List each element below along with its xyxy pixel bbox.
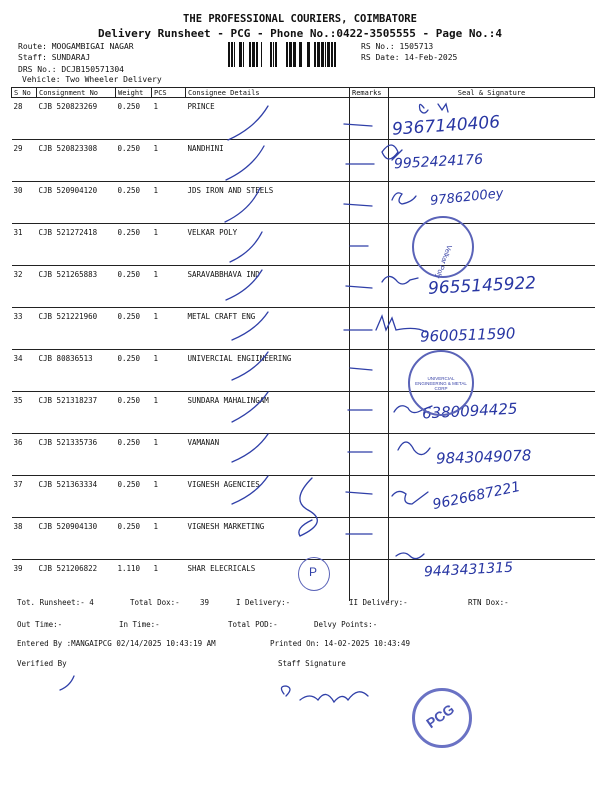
row-sno: 37 [12, 476, 37, 518]
scribble-38 [299, 478, 317, 536]
col-weight: Weight [116, 88, 152, 98]
row-pcs: 1 [152, 98, 186, 140]
hw-phone-32: 9655145922 [427, 273, 537, 299]
col-seal: Seal & Signature [389, 88, 595, 98]
row-sno: 36 [12, 434, 37, 476]
company-title: THE PROFESSIONAL COURIERS, COIMBATORE [183, 13, 417, 25]
row-pcs: 1 [152, 350, 186, 392]
row-sno: 31 [12, 224, 37, 266]
row-weight: 0.250 [116, 182, 152, 224]
rs-date: RS Date: 14-Feb-2025 [361, 53, 458, 62]
vehicle-label: Vehicle: Two Wheeler Delivery [22, 75, 162, 84]
total-pod: Total POD:- [228, 620, 278, 629]
univercial-stamp-text: UNIVERCIAL ENGINEERING & METAL CORP [415, 376, 467, 391]
hw-phone-30: 9786200ey [429, 186, 505, 209]
pcg-stamp-text: PCG [423, 700, 458, 732]
row-consignment: CJB 521265883 [37, 266, 116, 308]
row-weight: 0.250 [116, 350, 152, 392]
row-sno: 32 [12, 266, 37, 308]
tick-mark-36 [232, 434, 268, 462]
row-sno: 33 [12, 308, 37, 350]
velkar-stamp-text: Velkar Poly [433, 243, 453, 280]
row-consignee: VIGNESH AGENCIES [186, 476, 350, 518]
row-pcs: 1 [152, 182, 186, 224]
row-consignee: SUNDARA MAHALINGAM [186, 392, 350, 434]
signature-32 [382, 276, 418, 284]
printed-on: Printed On: 14-02-2025 10:43:49 [270, 639, 410, 648]
tick-mark-33 [232, 312, 268, 340]
row-consignment: CJB 521272418 [37, 224, 116, 266]
row-sno: 35 [12, 392, 37, 434]
row-weight: 0.250 [116, 434, 152, 476]
row-consignee: VAMANAN [186, 434, 350, 476]
signature-39 [396, 553, 424, 559]
runsheet-title: Delivery Runsheet - PCG - Phone No.:0422-3505555 - Page No.:4 [98, 27, 502, 40]
row-consignment: CJB 80836513 [37, 350, 116, 392]
row-weight: 1.110 [117, 564, 141, 573]
hw-phone-29: 9952424176 [393, 151, 484, 173]
row-consignment: CJB 521363334 [37, 476, 116, 518]
row-sno: 28 [12, 98, 37, 140]
row-consignee: SARAVABBHAVA IND [186, 266, 350, 308]
verified-by: Verified By [17, 659, 67, 668]
hw-phone-36: 9843049078 [435, 446, 532, 468]
col-sno: S No [12, 88, 37, 98]
row-sno: 30 [12, 182, 37, 224]
delvy-points: Delvy Points:- [314, 620, 378, 629]
rtn-dox: RTN Dox:- [468, 598, 509, 607]
row-sno: 39 [13, 564, 23, 573]
entered-by: Entered By :MANGAIPCG 02/14/2025 10:43:19 AM [17, 639, 216, 648]
rs-number: RS No.: 1505713 [361, 42, 434, 51]
col-remarks: Remarks [350, 88, 389, 98]
row-pcs: 1 [152, 224, 186, 266]
row-consignee: UNIVERCIAL ENGIINEERING [186, 350, 350, 392]
row-weight: 0.250 [116, 98, 152, 140]
row-weight: 0.250 [116, 392, 152, 434]
tick-mark-29 [226, 146, 264, 180]
row-consignment: CJB 521335736 [37, 434, 116, 476]
staff-signature [281, 686, 368, 702]
hw-phone-33: 9600511590 [419, 324, 516, 346]
tot-runsheet: Tot. Runsheet:- 4 [17, 598, 94, 607]
row-pcs: 1 [152, 308, 186, 350]
row-consignment: CJB 520823308 [37, 140, 116, 182]
signature-36 [398, 442, 430, 455]
out-time: Out Time:- [17, 620, 63, 629]
total-dox-value: 39 [200, 598, 210, 607]
signature-30 [392, 193, 416, 204]
row-pcs: 1 [152, 434, 186, 476]
row-weight: 0.250 [116, 140, 152, 182]
hw-phone-39: 9443431315 [423, 559, 514, 581]
dash-30 [344, 204, 372, 206]
staff-label: Staff: SUNDARAJ [18, 53, 91, 62]
row-consignment: CJB 521206822 [38, 564, 98, 573]
row-weight: 0.250 [116, 266, 152, 308]
row-weight: 0.250 [116, 308, 152, 350]
row-consignee: VIGNESH MARKETING [186, 518, 350, 560]
row-weight: 0.250 [116, 476, 152, 518]
pcg-stamp [412, 688, 472, 748]
in-time: In Time:- [119, 620, 160, 629]
total-dox-label: Total Dox:- [130, 598, 180, 607]
tick-mark-28 [228, 106, 268, 140]
row-pcs: 1 [152, 266, 186, 308]
ii-delivery: II Delivery:- [349, 598, 408, 607]
hw-phone-35: 6380094425 [421, 399, 518, 423]
row-consignment: CJB 521221960 [37, 308, 116, 350]
row-consignment: CJB 520904120 [37, 182, 116, 224]
dash-28 [344, 124, 372, 126]
row-pcs: 1 [152, 392, 186, 434]
round-seal-39 [298, 557, 330, 591]
drs-number: DRS No.: DCJB150571304 [18, 65, 124, 74]
row-consignment: CJB 520823269 [37, 98, 116, 140]
hw-phone-28: 9367140406 [391, 112, 501, 140]
i-delivery: I Delivery:- [236, 598, 291, 607]
row-consignee: SHAR ELECRICALS [187, 564, 256, 573]
row-consignee: VELKAR POLY [186, 224, 350, 266]
tick-mark-30 [225, 188, 260, 222]
tick-mark-37 [232, 476, 268, 504]
col-consignee: Consignee Details [186, 88, 350, 98]
row-consignee: METAL CRAFT ENG [186, 308, 350, 350]
staff-signature-label: Staff Signature [278, 659, 346, 668]
col-consignment: Consignment No [37, 88, 116, 98]
tick-mark-35 [232, 392, 268, 422]
signature-28 [420, 104, 449, 113]
row-consignment: CJB 521318237 [37, 392, 116, 434]
row-consignment: CJB 520904130 [37, 518, 116, 560]
row-pcs: 1 [153, 564, 159, 573]
route-label: Route: MOOGAMBIGAI NAGAR [18, 42, 134, 51]
univercial-stamp [408, 350, 474, 416]
row-pcs: 1 [152, 140, 186, 182]
verified-tick [60, 676, 74, 690]
row-consignee: NANDHINI [186, 140, 350, 182]
row-weight: 0.250 [116, 224, 152, 266]
tick-mark-32 [226, 270, 262, 300]
col-pcs: PCS [152, 88, 186, 98]
velkar-stamp [412, 216, 474, 278]
dash-34 [350, 368, 372, 370]
seal-letter-icon: P [309, 565, 318, 579]
dash-37 [346, 492, 372, 494]
dash-32 [346, 286, 372, 288]
signature-38 [392, 491, 428, 504]
row-weight: 0.250 [116, 518, 152, 560]
hw-phone-38: 9626687221 [431, 478, 522, 514]
row-consignee: JDS IRON AND STEELS [186, 182, 350, 224]
row-consignee: PRINCE [186, 98, 350, 140]
row-pcs: 1 [152, 476, 186, 518]
row-sno: 38 [12, 518, 37, 560]
row-pcs: 1 [152, 518, 186, 560]
tick-mark-34 [232, 352, 268, 380]
row-sno: 34 [12, 350, 37, 392]
tick-mark-31 [230, 232, 262, 262]
row-sno: 29 [12, 140, 37, 182]
signature-33 [376, 316, 426, 332]
